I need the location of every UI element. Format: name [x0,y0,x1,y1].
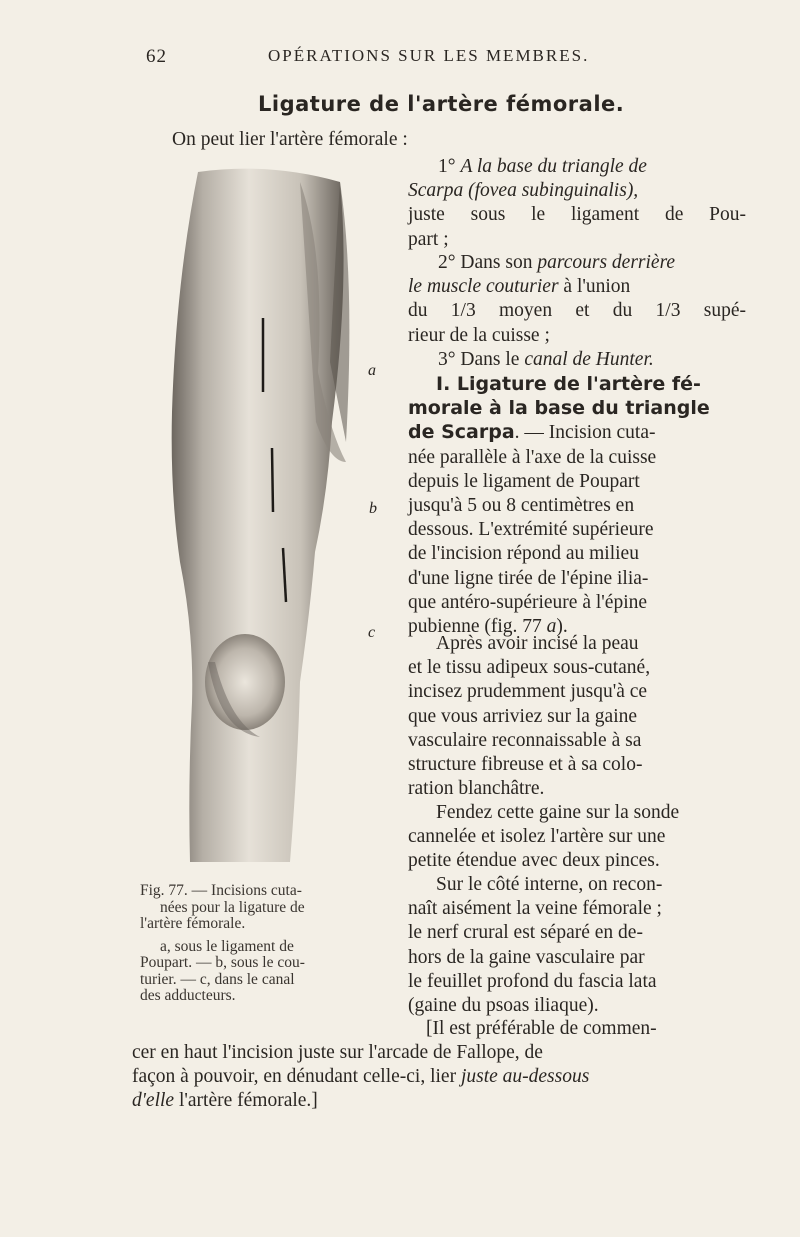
caption-line: a, sous le ligament de [160,937,294,955]
section-heading-line: morale à la base du triangle [408,397,710,420]
running-head: OPÉRATIONS SUR LES MEMBRES. [268,46,590,65]
caption-line: Poupart. — b, sous le cou- [140,954,305,971]
list-line: part ; [408,228,449,250]
thigh-shape [172,169,344,862]
body-line: Fendez cette gaine sur la sonde [436,802,680,823]
list-line: du 1/3 moyen et du 1/3 supé- [408,300,746,322]
section-heading-line: de Scarpa. — Incision cuta- [408,421,656,444]
body-line: et le tissu adipeux sous-cutané, [408,657,651,679]
body-line: de l'incision répond au milieu [408,543,639,565]
paragraph-2 [408,632,746,801]
leg-illustration [150,162,390,872]
caption-line: Fig. 77. — Incisions cuta- [140,882,302,899]
list-line: le muscle couturier à l'union [408,276,631,298]
paragraph-5-first-line [408,1017,746,1041]
body-line: le nerf crural est séparé en de- [408,922,643,944]
figure-label-c: c [368,624,376,641]
list-line: 3° Dans le canal de Hunter. [438,349,654,370]
paragraph-3 [408,801,746,874]
body-line: que antéro-supérieure à l'épine [408,591,648,613]
list-item-2 [408,251,746,348]
body-line: ration blanchâtre. [408,778,545,800]
paragraph-5 [132,1041,744,1114]
list-line: 2° Dans son parcours derrière [438,252,676,273]
body-line: dessous. L'extrémité supérieure [408,519,654,541]
body-line: petite étendue avec deux pinces. [408,850,660,872]
list-line: Scarpa (fovea subinguinalis), [408,180,639,202]
list-line: rieur de la cuisse ; [408,324,550,346]
list-line: juste sous le ligament de Pou- [408,204,746,226]
body-line: Après avoir incisé la peau [436,633,639,654]
list-line: 1° A la base du triangle de [438,156,647,177]
body-line: vasculaire reconnaissable à sa [408,729,642,751]
page-number: 62 [146,46,167,67]
body-line: jusqu'à 5 ou 8 centimètres en [408,495,635,517]
body-line: cer en haut l'incision juste sur l'arcade de Fallope, de [132,1042,543,1063]
body-line: naît aisément la veine fémorale ; [408,898,662,920]
body-line: née parallèle à l'axe de la cuisse [408,446,657,468]
figure-caption [140,883,305,1005]
caption-line: des adducteurs. [140,987,236,1004]
caption-line: turier. — c, dans le canal [140,970,295,988]
body-line: [Il est préférable de commen- [426,1018,657,1039]
list-item-3 [408,348,746,372]
body-line: que vous arriviez sur la gaine [408,705,638,727]
incision-mark-b [272,448,273,512]
section-title: Ligature de l'artère fémorale. [258,92,625,116]
body-line: hors de la gaine vasculaire par [408,946,645,968]
page-header [0,46,800,72]
body-line: structure fibreuse et à sa colo- [408,754,643,776]
section-heading-line: I. Ligature de l'artère fé- [436,373,701,395]
body-line: Sur le côté interne, on recon- [436,874,663,895]
figure-label-b: b [369,500,377,517]
body-line: pubienne (fig. 77 a). [408,616,568,638]
paragraph-4 [408,873,746,1018]
body-line: d'une ligne tirée de l'épine ilia- [408,567,649,589]
body-line: depuis le ligament de Poupart [408,470,640,492]
body-line: façon à pouvoir, en dénudant celle-ci, lier juste au-dessous [132,1066,590,1088]
figure-label-a: a [368,362,376,379]
body-line: (gaine du psoas iliaque). [408,995,599,1017]
caption-line: l'artère fémorale. [140,915,246,932]
list-item-1 [408,155,746,252]
section-1-paragraph [408,372,746,639]
caption-line: nées pour la ligature de [160,898,305,916]
body-line: le feuillet profond du fascia lata [408,970,657,992]
intro-text: On peut lier l'artère fémorale : [172,129,408,150]
body-line: cannelée et isolez l'artère sur une [408,826,666,848]
body-line: incisez prudemment jusqu'à ce [408,681,648,703]
body-line: d'elle l'artère fémorale.] [132,1090,318,1112]
